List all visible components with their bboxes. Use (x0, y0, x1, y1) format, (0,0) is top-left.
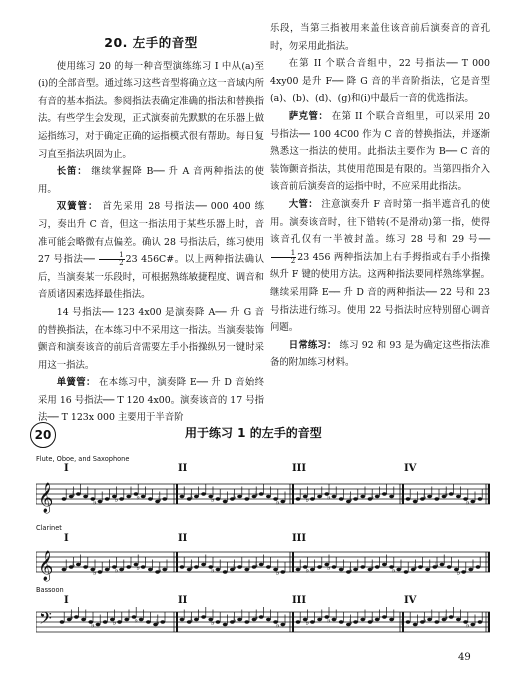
paragraph-text: 在本练习中，演奏降 E── 升 D 音始终采用 16 号指法── T 120 4x00。演奏该音的 17 号指法── T 123x 000 主要用于半音阶 (38, 377, 264, 424)
staff-clarinet (36, 544, 490, 584)
note-head (126, 495, 131, 498)
note-head (389, 618, 394, 621)
flat-sign: ♭ (327, 563, 331, 572)
note-head (317, 495, 322, 498)
note-head (476, 565, 481, 568)
note-head (83, 565, 88, 568)
note-head (105, 497, 110, 500)
group-numeral: I (64, 463, 69, 474)
note-head (406, 620, 411, 623)
note-head (141, 495, 146, 498)
note-head (375, 565, 380, 568)
flat-sign: ♭ (348, 618, 353, 627)
flat-sign: ♭ (401, 495, 405, 504)
note-head (382, 492, 387, 495)
staff-bassoon (36, 604, 490, 644)
note-head (146, 620, 151, 623)
flat-sign: ♭ (69, 613, 74, 622)
instrument-term: 长笛： (56, 166, 88, 178)
note-head (332, 618, 337, 621)
right-column (270, 20, 490, 372)
note-head (194, 565, 199, 568)
note-head (180, 495, 185, 498)
note-head (162, 568, 167, 571)
note-head (478, 620, 483, 623)
note-head (353, 620, 358, 623)
flat-sign: ♭ (305, 618, 310, 627)
flat-sign: ♭ (275, 568, 280, 577)
instrument-term: 大管： (288, 198, 319, 210)
flat-sign: ♭ (401, 618, 405, 627)
flat-sign: ♭ (444, 490, 448, 499)
svg-text:𝄢: 𝄢 (39, 608, 52, 632)
flat-sign: ♭ (93, 568, 97, 577)
group-numeral: IV (404, 595, 417, 606)
note-head (237, 495, 242, 498)
note-head (259, 563, 264, 566)
note-head (339, 620, 344, 623)
flat-sign: ♭ (348, 495, 353, 504)
note-head (317, 565, 322, 568)
flat-sign: ♭ (155, 618, 160, 627)
note-head (223, 500, 228, 503)
instrument-term: 日常练习： (288, 339, 337, 351)
flat-sign: ♭ (232, 563, 237, 572)
flat-sign: ♭ (413, 563, 418, 572)
flat-sign: ♭ (422, 492, 427, 502)
svg-text:𝄞: 𝄞 (38, 483, 54, 513)
paragraph-text: 在第 II 个联合音组里，可以采用 20 号指法── 100 4C00 作为 C 音的替换指法，并逐渐熟悉这一指法的使用。此指法主要作为 B── C 音的装饰颤音指法，其使用范围是有限的。当第四指介入该音前后演奏音的运指中时，不应采用此指法。 (270, 110, 490, 193)
note-head (406, 497, 411, 500)
left-column (38, 34, 264, 427)
flat-sign: ♭ (254, 613, 258, 622)
note-head (449, 615, 454, 618)
paragraph-text-tail: 23 456C#。以上两种指法确认后，当演奏某一乐段时，可根据熟练敏捷程度、调音和音质诸因素选择最佳指法。 (38, 254, 264, 301)
note-head (216, 620, 221, 623)
note-head (470, 623, 475, 626)
intro-paragraph (38, 58, 264, 164)
note-head (119, 568, 124, 571)
page-number: 49 (458, 652, 471, 663)
note-head (360, 495, 365, 498)
note-head (332, 565, 337, 568)
flat-sign: ♭ (211, 618, 215, 627)
flat-sign: ♭ (254, 560, 258, 570)
note-head (98, 500, 103, 503)
fraction-denominator: 2 (119, 259, 124, 268)
note-head (427, 495, 432, 498)
note-head (201, 563, 206, 566)
flat-sign: ♭ (211, 495, 215, 504)
group-numeral: I (64, 533, 69, 544)
paragraph-text: 14 号指法── 123 4x00 是演奏降 A── 升 G 音的替换指法，在本练习中不采用这一指法。当演奏装饰颤音和演奏该音的前后音需要左手小指操纵另一键时采用这一指法。 (38, 306, 264, 371)
flat-sign: ♭ (157, 565, 162, 575)
note-head (266, 565, 271, 568)
note-head (440, 563, 445, 566)
staff-label-bassoon: Bassoon (36, 586, 64, 594)
note-head (310, 568, 315, 571)
section-title: 20. 左手的音型 (104, 35, 198, 50)
flat-sign: ♭ (134, 615, 138, 625)
flat-sign: ♭ (305, 495, 310, 504)
note-head (296, 497, 301, 500)
flat-sign: ♭ (189, 492, 194, 502)
note-head (310, 620, 315, 623)
note-head (119, 497, 124, 500)
note-head (375, 495, 380, 498)
flat-sign: ♭ (465, 497, 470, 507)
group-numeral: IV (404, 463, 417, 474)
paragraph-text-tail: 23 456 两种指法加上右手拇指或右手小指操纵升 F 键的使用方法。这两种指法要同样熟练掌握。继续采用降 E── 升 D 音的两种指法── 22 号和 23 号指法进行练习。使用 22 号指法时应特别留心调音问题。 (270, 251, 490, 334)
note-head (461, 570, 466, 573)
paragraph-text: 注意演奏升 F 音时第一指半遮音孔的使用。演奏该音时，往下错转(不是滑动)第一指，使得该音孔仅有一半被封盖。练习 28 号和 29 号── (270, 198, 490, 246)
flat-sign: ♭ (444, 613, 448, 622)
note-head (389, 495, 394, 498)
note-head (98, 570, 103, 573)
group-numeral: II (178, 463, 188, 474)
flat-sign: ♭ (189, 563, 194, 572)
flat-sign: ♭ (71, 560, 76, 570)
note-head (396, 568, 401, 571)
note-head (280, 500, 285, 503)
note-head (223, 623, 228, 626)
instrument-term: 单簧管： (56, 377, 96, 389)
note-head (339, 497, 344, 500)
note-head (117, 620, 122, 623)
note-head (404, 570, 409, 573)
paragraph-text: 首先采用 28 号指法── 000 400 练习，奏出升 C 音，但这一指法用于某些乐器上时，音准可能会略微有点偏差。确认 28 号指法后，练习使用 27 号指法── (38, 201, 264, 266)
saxophone-paragraph (270, 108, 490, 196)
note-head (259, 615, 264, 618)
fraction-numerator: 1 (99, 252, 124, 260)
note-head (180, 618, 185, 621)
flat-sign: ♭ (114, 565, 119, 575)
note-head (141, 565, 146, 568)
note-head (244, 497, 249, 500)
flat-sign: ♭ (93, 497, 97, 507)
note-head (317, 618, 322, 621)
note-head (148, 497, 153, 500)
note-head (456, 618, 461, 621)
flat-sign: ♭ (435, 560, 439, 570)
note-head (216, 568, 221, 571)
note-head (470, 500, 475, 503)
note-head (266, 618, 271, 621)
paragraph-text: 继续掌握降 B── 升 A 音两种指法的使用。 (38, 166, 264, 195)
note-head (478, 497, 483, 500)
note-head (201, 615, 206, 618)
flat-sign: ♭ (211, 565, 215, 575)
note-head (237, 618, 242, 621)
note-head (244, 620, 249, 623)
note-head (360, 565, 365, 568)
fraction-denominator: 2 (290, 256, 296, 265)
fraction (99, 252, 124, 267)
paragraph-text: 在第 II 个联合音组中，22 号指法── T 000 4xy00 是升 F── 降 G 音的半音阶指法，它是音型(a)、(b)、(d)、(g)和(i)中最后一音的优选指法。 (270, 58, 490, 105)
note-head (468, 568, 473, 571)
svg-text:𝄞: 𝄞 (38, 551, 54, 581)
note-head (162, 497, 167, 500)
note-head (434, 620, 439, 623)
note-head (60, 620, 65, 623)
note-head (216, 497, 221, 500)
flat-sign: ♭ (71, 490, 76, 499)
paragraph-text: 练习 92 和 93 是为确定这些指法准备的附加练习材料。 (270, 339, 491, 369)
fraction (271, 250, 296, 265)
flat-sign: ♭ (327, 492, 331, 502)
note-head (310, 497, 315, 500)
instrument-term: 萨克管： (288, 110, 329, 122)
flat-sign: ♭ (232, 615, 237, 625)
flat-sign: ♭ (136, 492, 140, 502)
flat-sign: ♭ (391, 565, 396, 575)
oboe-alt-paragraph (38, 304, 264, 374)
note-head (418, 565, 423, 568)
note-head (296, 620, 301, 623)
clarinet-group2-paragraph (270, 55, 490, 108)
group-numeral: III (292, 595, 307, 606)
note-head (83, 495, 88, 498)
exercise-number-badge: 20 (30, 422, 56, 448)
note-head (413, 623, 418, 626)
staff-label-clarinet: Clarinet (36, 524, 62, 532)
note-head (413, 500, 418, 503)
group-numeral: I (64, 595, 69, 606)
daily-practice-paragraph (270, 337, 490, 372)
oboe-paragraph (38, 198, 264, 304)
flat-sign: ♭ (157, 495, 162, 504)
note-head (296, 568, 301, 571)
flat-sign: ♭ (275, 497, 280, 507)
paragraph-text: 使用练习 20 的每一种音型演练练习 I 中从(a)至(i)的全部音型。通过练习这些音型将确立这一音域内所有音的基本指法。参阅指法表确定准确的指法和替换指法。有些学生会发现，正式演奏前先默默的在乐器上做运指练习，对于确定正确的运指模式很有帮助。每日复习直至指法巩固为止。 (38, 60, 264, 160)
flat-sign: ♭ (91, 620, 95, 630)
staff-flute-oboe-sax (36, 476, 490, 516)
flat-sign: ♭ (327, 615, 331, 625)
note-head (62, 497, 67, 500)
flat-sign: ♭ (465, 620, 470, 630)
note-head (280, 623, 285, 626)
note-head (139, 618, 144, 621)
flat-sign: ♭ (114, 495, 119, 504)
flat-sign: ♭ (348, 565, 353, 575)
note-head (449, 492, 454, 495)
note-head (126, 565, 131, 568)
note-head (456, 495, 461, 498)
note-head (96, 623, 101, 626)
note-head (360, 618, 365, 621)
group-numeral: III (292, 533, 307, 544)
note-head (244, 568, 249, 571)
flat-sign: ♭ (305, 565, 310, 575)
note-head (74, 615, 79, 618)
note-head (332, 495, 337, 498)
note-head (81, 618, 86, 621)
note-head (427, 618, 432, 621)
flat-sign: ♭ (370, 563, 374, 572)
flat-sign: ♭ (112, 618, 117, 627)
note-head (148, 568, 153, 571)
note-head (266, 495, 271, 498)
note-head (280, 570, 285, 573)
note-head (223, 570, 228, 573)
note-head (76, 492, 81, 495)
bassoon-paragraph (270, 196, 490, 337)
note-head (201, 492, 206, 495)
note-head (194, 495, 199, 498)
note-head (105, 568, 110, 571)
note-head (425, 568, 430, 571)
flat-sign: ♭ (456, 568, 461, 577)
fraction-numerator: 1 (271, 250, 296, 258)
note-head (76, 563, 81, 566)
flat-sign: ♭ (254, 490, 258, 499)
clarinet-continued-paragraph (270, 20, 490, 55)
note-head (375, 618, 380, 621)
flat-sign: ♭ (370, 492, 374, 502)
exercise-header (30, 420, 490, 450)
note-head (339, 568, 344, 571)
staff-label-flute-oboe-sax: Flute, Oboe, and Saxophone (36, 455, 130, 463)
note-head (124, 618, 129, 621)
note-head (180, 565, 185, 568)
instrument-term: 双簧管： (56, 201, 99, 213)
group-numeral: III (292, 463, 307, 474)
note-head (434, 497, 439, 500)
note-head (447, 565, 452, 568)
flat-sign: ♭ (275, 620, 280, 630)
flat-sign: ♭ (232, 492, 237, 502)
note-head (353, 568, 358, 571)
flat-sign: ♭ (189, 615, 194, 625)
paragraph-text: 乐段，当第三指被用来盖住该音前后演奏音的音孔时，勿采用此指法。 (270, 23, 490, 52)
flat-sign: ♭ (422, 615, 427, 625)
note-head (382, 563, 387, 566)
group-numeral: II (178, 533, 188, 544)
flat-sign: ♭ (136, 563, 140, 572)
exercise-title: 用于练习 1 的左手的音型 (185, 426, 322, 440)
note-head (103, 620, 108, 623)
note-head (259, 492, 264, 495)
note-head (194, 618, 199, 621)
note-head (353, 497, 358, 500)
group-numeral: II (178, 595, 188, 606)
note-head (237, 565, 242, 568)
note-head (160, 620, 165, 623)
note-head (62, 568, 67, 571)
flat-sign: ♭ (370, 615, 374, 625)
note-head (382, 615, 387, 618)
flute-paragraph (38, 163, 264, 198)
